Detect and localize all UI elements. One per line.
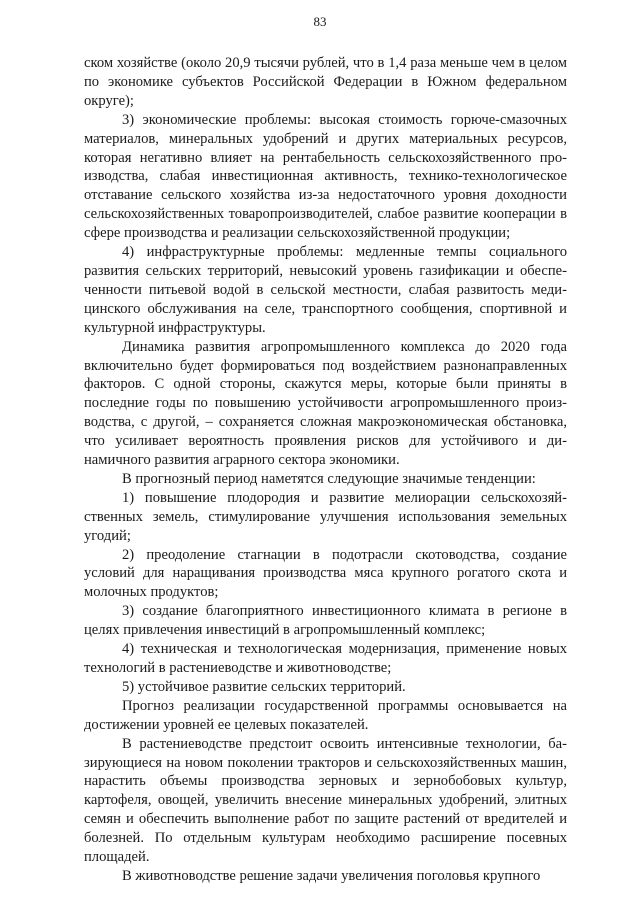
page-number: 83 (313, 14, 327, 29)
paragraph-trend-1: 1) повышение плодородия и развитие мелиорации сельскохозяйственных земель, стимулирование улучшения использования земельных угодий; (84, 489, 567, 544)
paragraph-trends-intro: В прогнозный период наметятся следующие значимые тенденции: (122, 470, 536, 487)
paragraph-trend-2: 2) преодоление стагнации в подотрасли скотоводства, создание условий для наращивания производства мяса крупного рогатого скота и молочных продуктов; (84, 546, 567, 601)
paragraph-trend-4: 4) техническая и технологическая модернизация, применение новых технологий в растениеводстве и животноводстве; (84, 641, 567, 676)
paragraph-dynamics: Динамика развития агропромышленного комплекса до 2020 года включительно будет формироваться под воздействием разнонаправленных факторов. С одной стороны, скажутся меры, которые были приняты в последние годы по повышению устойчивости агропромышленного производства, с другой, – сохраняется сложная макроэкономическая обстановка, что усиливает вероятность проявления рисков для устойчивого и динамичного развития аграрного сектора экономики. (84, 338, 567, 469)
paragraph-infrastructure-problems: 4) инфраструктурные проблемы: медленные темпы социального развития сельских территорий, невысокий уровень газификации и обеспеченности питьевой водой в сельской местности, слабая развитость медицинского обслуживания на селе, транспортного сообщения, спортивной и культурной инфраструктуры. (84, 244, 567, 336)
paragraph-economic-problems: 3) экономические проблемы: высокая стоимость горюче-смазочных материалов, минеральных удобрений и других материальных ресурсов, которая негативно влияет на рентабельность сельскохозяйственного производства, слабая инвестиционная активность, технико-технологическое отставание сельского хозяйства из-за недостаточного уровня доходности сельскохозяйственных товаропроизводителей, слабое развитие кооперации в сфере производства и реализации сельскохозяйственной продукции; (84, 111, 567, 242)
paragraph-forecast: Прогноз реализации государственной программы основывается на достижении уровней ее целевых показателей. (84, 697, 567, 733)
paragraph-livestock: В животноводстве решение задачи увеличения поголовья крупного (122, 867, 541, 884)
paragraph-trend-5: 5) устойчивое развитие сельских территорий. (122, 678, 406, 695)
document-body (84, 54, 567, 886)
paragraph-trend-3: 3) создание благоприятного инвестиционного климата в регионе в целях привлечения инвестиций в агропромышленный комплекс; (84, 603, 567, 639)
paragraph-crop-production: В растениеводстве предстоит освоить интенсивные технологии, базирующиеся на новом поколении тракторов и сельскохозяйственных машин, нарастить объемы производства зерновых и зернобобовых культур, картофеля, овощей, увеличить внесение минеральных удобрений, элитных семян и обеспечить выполнение работ по защите растений от вредителей и болезней. По отдельным культурам необходимо расширение посевных площадей. (84, 735, 567, 866)
paragraph-continuation: ском хозяйстве (около 20,9 тысячи рублей, что в 1,4 раза меньше чем в целом по экономике субъектов Российской Федерации в Южном федеральном округе); (84, 55, 567, 109)
